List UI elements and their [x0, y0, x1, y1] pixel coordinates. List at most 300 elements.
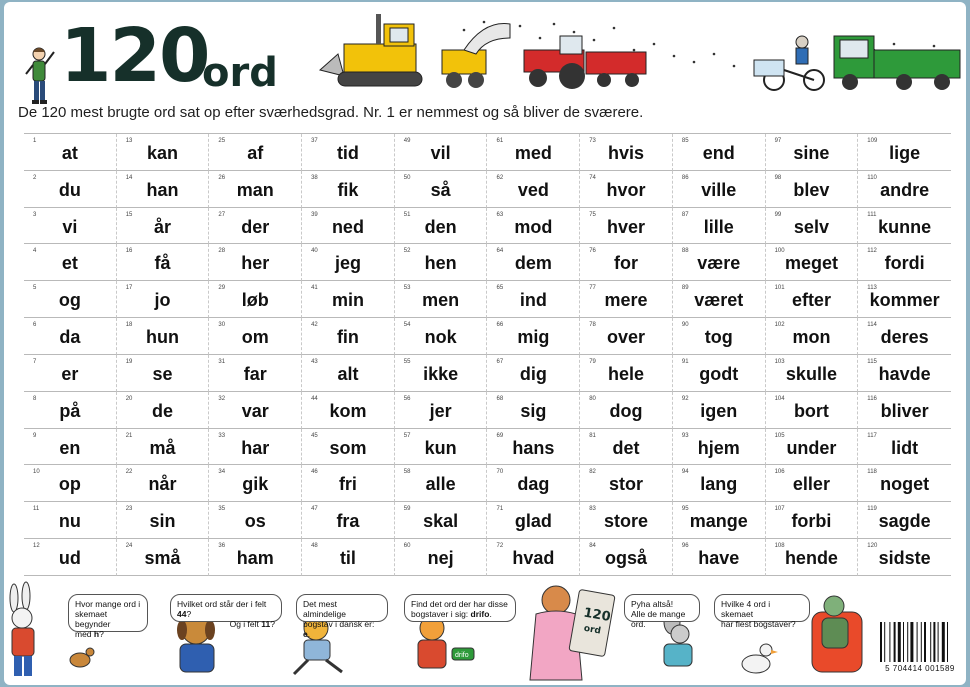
word-number: 34: [218, 469, 226, 476]
word-cell: [858, 134, 951, 171]
word-number: 55: [403, 358, 411, 365]
word-cell: [580, 318, 673, 355]
word-number: 68: [496, 395, 504, 402]
word-number: 14: [125, 174, 133, 181]
word-text: hver: [607, 216, 646, 237]
book-title-word: ord: [583, 623, 602, 637]
word-text: stor: [609, 474, 644, 495]
word-number: 101: [774, 285, 785, 292]
word-cell: [673, 355, 766, 392]
word-number: 81: [589, 432, 596, 439]
word-cell: [302, 281, 395, 318]
word-number: 7: [33, 358, 37, 365]
word-number: 95: [681, 506, 689, 513]
word-number: 5: [33, 285, 37, 292]
word-cell: [395, 134, 488, 171]
word-text: at: [61, 143, 78, 163]
word-cell: [302, 502, 395, 539]
word-cell: [24, 244, 117, 281]
word-cell: [580, 134, 673, 171]
word-number: 48: [311, 543, 318, 550]
word-number: 27: [218, 211, 226, 218]
word-cell: [580, 171, 673, 208]
word-text: os: [244, 511, 266, 532]
word-number: 117: [867, 432, 877, 439]
word-text: været: [694, 290, 744, 311]
word-cell: [209, 465, 302, 502]
word-cell: [766, 208, 859, 245]
word-text: lidt: [891, 437, 919, 458]
word-text: bort: [793, 400, 829, 421]
word-number: 18: [125, 322, 133, 329]
word-cell: [302, 355, 395, 392]
word-number: 12: [33, 543, 40, 550]
word-number: 77: [589, 285, 596, 292]
word-number: 60: [403, 543, 411, 550]
word-cell: [209, 355, 302, 392]
word-text: her: [241, 253, 270, 274]
word-cell: [766, 465, 859, 502]
word-number: 36: [218, 543, 226, 550]
word-number: 85: [681, 138, 689, 144]
word-text: skulle: [785, 363, 837, 384]
word-cell: [395, 355, 488, 392]
word-cell: [673, 465, 766, 502]
word-text: når: [148, 474, 177, 495]
word-number: 42: [311, 322, 318, 329]
word-text: se: [152, 363, 173, 384]
word-cell: [580, 465, 673, 502]
word-number: 73: [589, 138, 596, 144]
truck-icon: [834, 36, 960, 90]
word-text: dag: [517, 474, 550, 495]
word-number: 104: [774, 395, 785, 402]
word-cell: [766, 392, 859, 429]
word-number: 108: [774, 543, 785, 550]
word-cell: [766, 244, 859, 281]
word-text: dog: [609, 400, 643, 421]
word-number: 99: [774, 211, 782, 218]
word-text: glad: [514, 511, 552, 532]
word-text: igen: [700, 400, 738, 421]
word-cell: [302, 208, 395, 245]
word-text: dig: [519, 363, 547, 384]
word-text: dem: [514, 253, 552, 274]
word-cell: [209, 502, 302, 539]
word-text: som: [329, 437, 367, 458]
word-text: ham: [236, 548, 274, 569]
word-text: end: [702, 143, 735, 163]
word-number: 40: [311, 248, 318, 255]
word-cell: [487, 244, 580, 281]
word-text: efter: [791, 290, 831, 311]
word-number: 75: [589, 211, 596, 218]
word-cell: [302, 429, 395, 466]
word-grid: [24, 133, 951, 576]
word-text: have: [698, 548, 740, 569]
word-cell: [487, 208, 580, 245]
word-text: gik: [242, 474, 269, 495]
word-text: vil: [430, 143, 451, 163]
word-cell: [395, 539, 488, 576]
word-cell: [395, 502, 488, 539]
word-text: bliver: [880, 400, 929, 421]
word-number: 82: [589, 469, 596, 476]
word-number: 97: [774, 138, 782, 144]
word-number: 13: [125, 138, 133, 144]
word-cell: [487, 465, 580, 502]
word-text: også: [605, 548, 648, 569]
word-cell: [858, 502, 951, 539]
word-cell: [209, 539, 302, 576]
word-number: 107: [774, 506, 785, 513]
word-cell: [302, 318, 395, 355]
word-number: 70: [496, 469, 504, 476]
word-number: 31: [218, 358, 226, 365]
word-text: ved: [517, 179, 549, 200]
word-text: sagde: [878, 511, 931, 532]
word-text: om: [241, 327, 269, 348]
word-text: man: [236, 179, 274, 200]
word-number: 74: [589, 174, 596, 181]
word-text: kommer: [869, 290, 940, 311]
word-text: kunne: [878, 216, 932, 237]
word-number: 20: [125, 395, 133, 402]
word-cell: [302, 244, 395, 281]
word-number: 112: [867, 248, 877, 255]
bubble-mouse: Pyha altså! Alle de mange ord.: [624, 594, 700, 622]
word-cell: [395, 392, 488, 429]
word-cell: [858, 392, 951, 429]
word-cell: [302, 171, 395, 208]
word-cell: [766, 355, 859, 392]
word-cell: [580, 281, 673, 318]
word-cell: [580, 539, 673, 576]
word-number: 41: [311, 285, 318, 292]
word-number: 110: [867, 174, 877, 181]
word-text: et: [61, 253, 78, 274]
word-number: 113: [867, 285, 877, 292]
word-number: 30: [218, 322, 226, 329]
word-cell: [766, 502, 859, 539]
word-cell: [302, 465, 395, 502]
word-number: 102: [774, 322, 785, 329]
word-number: 47: [311, 506, 318, 513]
drifo-bag-label: drifo: [455, 652, 469, 659]
word-number: 64: [496, 248, 504, 255]
word-cell: [117, 171, 210, 208]
word-number: 69: [496, 432, 504, 439]
word-number: 98: [774, 174, 782, 181]
word-number: 90: [681, 322, 689, 329]
word-number: 62: [496, 174, 504, 181]
word-text: alt: [337, 363, 359, 384]
word-text: under: [786, 437, 837, 458]
word-text: alle: [425, 474, 456, 495]
word-cell: [858, 208, 951, 245]
word-text: ville: [701, 179, 737, 200]
word-text: nej: [427, 548, 454, 569]
word-cell: [117, 134, 210, 171]
word-cell: [117, 244, 210, 281]
word-cell: [673, 429, 766, 466]
word-cell: [487, 281, 580, 318]
word-text: ind: [519, 290, 547, 311]
word-text: en: [59, 437, 81, 458]
word-text: store: [604, 511, 649, 532]
word-text: hele: [608, 363, 645, 384]
word-number: 86: [681, 174, 689, 181]
word-text: havde: [878, 363, 931, 384]
word-text: til: [339, 548, 356, 569]
word-text: være: [697, 253, 741, 274]
word-text: de: [152, 400, 174, 421]
word-text: på: [59, 400, 81, 421]
word-cell: [117, 429, 210, 466]
word-text: blev: [793, 179, 830, 200]
word-text: tid: [336, 143, 359, 163]
word-text: hvis: [608, 143, 645, 163]
word-number: 111: [867, 211, 877, 218]
word-cell: [209, 244, 302, 281]
word-text: små: [144, 548, 181, 569]
word-cell: [24, 502, 117, 539]
word-cell: [766, 318, 859, 355]
word-number: 32: [218, 395, 226, 402]
word-text: fri: [338, 474, 357, 495]
word-text: da: [59, 327, 81, 348]
word-cell: [858, 281, 951, 318]
word-cell: [395, 281, 488, 318]
word-number: 114: [867, 322, 877, 329]
word-text: der: [241, 216, 270, 237]
word-number: 58: [403, 469, 411, 476]
word-cell: [24, 429, 117, 466]
word-text: noget: [880, 474, 930, 495]
word-number: 119: [867, 506, 877, 513]
word-cell: [209, 318, 302, 355]
word-cell: [673, 281, 766, 318]
word-cell: [117, 502, 210, 539]
word-number: 67: [496, 358, 504, 365]
word-cell: [209, 281, 302, 318]
word-text: mere: [604, 290, 648, 311]
word-text: mig: [517, 327, 550, 348]
word-text: og: [58, 290, 81, 311]
word-number: 50: [403, 174, 411, 181]
word-text: jer: [429, 400, 452, 421]
word-number: 89: [681, 285, 689, 292]
word-number: 53: [403, 285, 411, 292]
bubble-turtle: Hvilke 4 ord i skemaet har flest bogstaver?: [714, 594, 810, 622]
title-number: 120: [60, 13, 209, 99]
word-text: fra: [336, 511, 360, 532]
word-text: hende: [784, 548, 838, 569]
word-cell: [209, 171, 302, 208]
word-cell: [209, 429, 302, 466]
word-cell: [487, 134, 580, 171]
word-number: 17: [125, 285, 133, 292]
title-word: ord: [202, 50, 278, 96]
word-text: men: [422, 290, 460, 311]
word-cell: [580, 355, 673, 392]
word-text: skal: [423, 511, 459, 532]
word-cell: [487, 392, 580, 429]
word-number: 38: [311, 174, 318, 181]
cat-detective-icon: [418, 616, 474, 668]
word-cell: [673, 502, 766, 539]
word-text: jo: [154, 290, 171, 311]
word-text: kan: [147, 143, 179, 163]
word-text: hen: [424, 253, 457, 274]
word-number: 15: [125, 211, 133, 218]
word-cell: [766, 429, 859, 466]
word-number: 16: [125, 248, 133, 255]
word-cell: [24, 392, 117, 429]
word-cell: [673, 208, 766, 245]
word-number: 78: [589, 322, 596, 329]
word-cell: [673, 392, 766, 429]
word-text: var: [241, 400, 269, 421]
word-cell: [766, 134, 859, 171]
word-text: vi: [62, 216, 78, 237]
word-cell: [487, 318, 580, 355]
word-cell: [580, 429, 673, 466]
word-number: 51: [403, 211, 411, 218]
word-number: 33: [218, 432, 226, 439]
word-number: 11: [33, 506, 40, 513]
word-text: ikke: [423, 363, 459, 384]
word-number: 9: [33, 432, 37, 439]
word-text: andre: [880, 179, 930, 200]
word-cell: [673, 171, 766, 208]
word-cell: [487, 429, 580, 466]
word-text: op: [58, 474, 81, 495]
word-number: 54: [403, 322, 411, 329]
word-number: 3: [33, 211, 37, 218]
word-cell: [117, 539, 210, 576]
word-cell: [24, 171, 117, 208]
word-cell: [395, 171, 488, 208]
word-number: 109: [867, 138, 878, 144]
word-number: 79: [589, 358, 596, 365]
word-cell: [24, 318, 117, 355]
word-text: kom: [329, 400, 367, 421]
word-number: 46: [311, 469, 318, 476]
word-number: 71: [496, 506, 504, 513]
word-cell: [24, 355, 117, 392]
word-text: fin: [336, 327, 359, 348]
word-text: ud: [58, 548, 81, 569]
word-text: lille: [703, 216, 734, 237]
word-cell: [858, 318, 951, 355]
word-cell: [209, 134, 302, 171]
word-text: kun: [424, 437, 457, 458]
word-text: forbi: [791, 511, 832, 532]
word-text: for: [614, 253, 639, 274]
word-cell: [487, 355, 580, 392]
subtitle: De 120 mest brugte ord sat op efter sværhedsgrad. Nr. 1 er nemmest og så bliver de sværere.: [18, 104, 644, 121]
loader-icon: [442, 24, 510, 88]
word-cell: [766, 539, 859, 576]
word-cell: [858, 429, 951, 466]
word-cell: [858, 465, 951, 502]
word-cell: [209, 392, 302, 429]
word-number: 88: [681, 248, 689, 255]
word-cell: [117, 355, 210, 392]
word-number: 29: [218, 285, 226, 292]
word-cell: [24, 208, 117, 245]
word-number: 10: [33, 469, 40, 476]
word-number: 26: [218, 174, 226, 181]
word-number: 106: [774, 469, 785, 476]
word-cell: [117, 318, 210, 355]
word-text: lang: [700, 474, 738, 495]
word-number: 35: [218, 506, 226, 513]
bear-reading-icon: [530, 586, 615, 680]
word-number: 80: [589, 395, 596, 402]
word-text: mange: [689, 511, 748, 532]
word-text: far: [243, 363, 267, 384]
word-number: 116: [867, 395, 877, 402]
word-cell: [117, 208, 210, 245]
word-text: tog: [704, 327, 733, 348]
word-text: så: [430, 179, 451, 200]
word-number: 94: [681, 469, 689, 476]
boy-throwing-letters-icon: [20, 44, 58, 106]
word-text: er: [61, 363, 79, 384]
word-cell: [858, 539, 951, 576]
hen-icon: [70, 648, 94, 667]
bubble-running-cat: Det mest almindelige bogstav i dansk er: e.: [296, 594, 388, 622]
word-number: 63: [496, 211, 504, 218]
word-number: 19: [125, 358, 133, 365]
word-text: mon: [792, 327, 831, 348]
word-cell: [209, 208, 302, 245]
word-number: 49: [403, 138, 411, 144]
word-text: løb: [241, 290, 269, 311]
word-number: 61: [496, 138, 504, 144]
word-number: 28: [218, 248, 226, 255]
word-text: lige: [889, 143, 921, 163]
word-text: få: [154, 253, 171, 274]
word-number: 23: [125, 506, 133, 513]
word-text: jeg: [334, 253, 361, 274]
turtle-in-armchair-icon: [812, 596, 862, 672]
word-text: nu: [58, 511, 81, 532]
word-cell: [117, 465, 210, 502]
word-number: 4: [33, 248, 37, 255]
word-number: 66: [496, 322, 504, 329]
rabbit-icon: [10, 582, 34, 676]
word-text: hans: [512, 437, 555, 458]
bubble-dog: Hvilket ord står der i felt 44? Og i felt 11?: [170, 594, 282, 622]
word-number: 24: [125, 543, 133, 550]
word-text: hjem: [697, 437, 740, 458]
word-text: sig: [520, 400, 547, 421]
bulldozer-icon: [320, 14, 422, 86]
word-number: 39: [311, 211, 318, 218]
word-text: ned: [331, 216, 364, 237]
word-number: 83: [589, 506, 596, 513]
word-text: fordi: [884, 253, 925, 274]
word-number: 8: [33, 395, 37, 402]
word-number: 59: [403, 506, 411, 513]
word-cell: [487, 502, 580, 539]
tractor-icon: [524, 36, 646, 89]
word-number: 103: [774, 358, 785, 365]
word-text: sidste: [878, 548, 931, 569]
